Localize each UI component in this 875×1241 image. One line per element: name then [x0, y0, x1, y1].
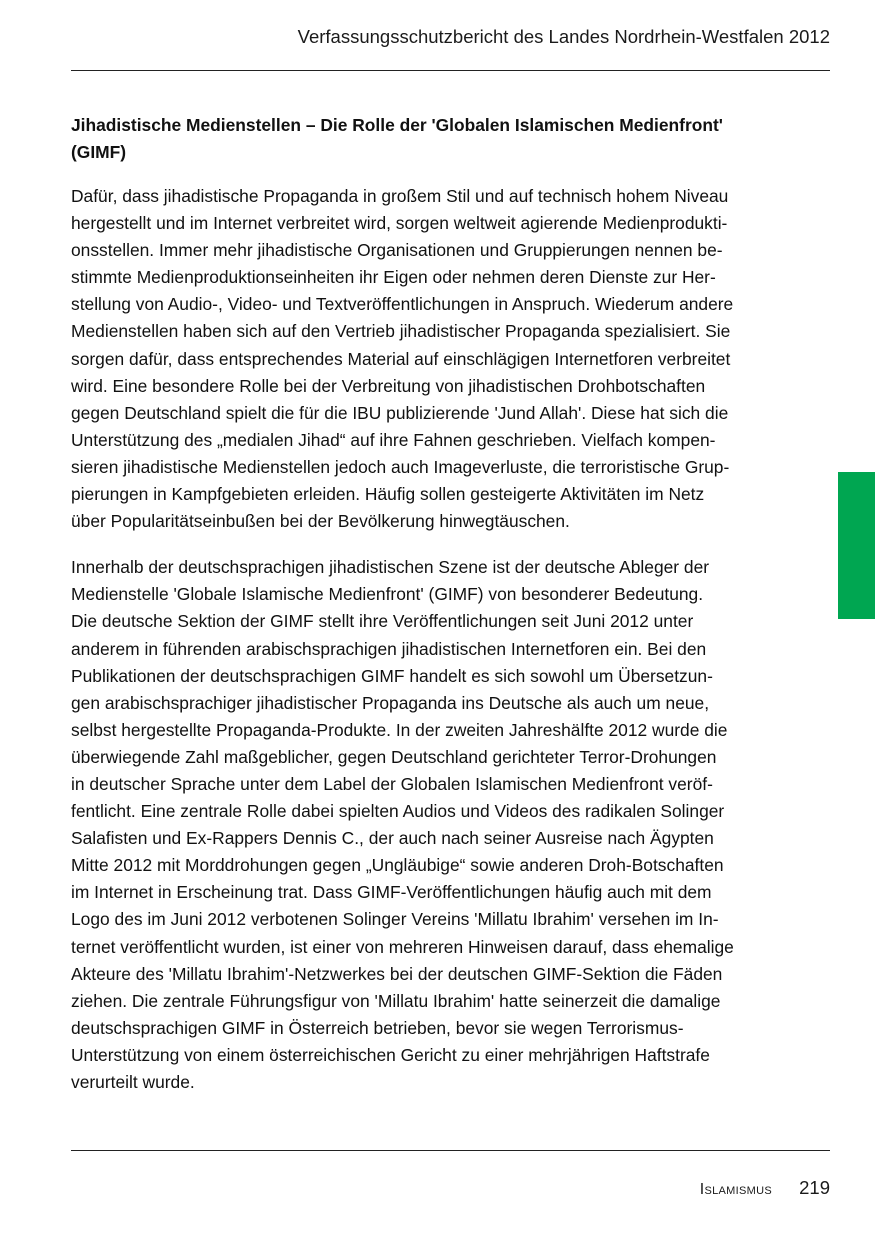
- paragraph-line: stimmte Medienproduktionseinheiten ihr Eigen oder nehmen deren Dienste zur Her-: [71, 267, 716, 288]
- paragraph-line: im Internet in Erscheinung trat. Dass GIMF-Veröffentlichungen häufig auch mit dem: [71, 882, 712, 903]
- section-heading-line: (GIMF): [71, 142, 127, 162]
- paragraph-line: Die deutsche Sektion der GIMF stellt ihre Veröffentlichungen seit Juni 2012 unter: [71, 611, 694, 632]
- paragraph-gimf-german-section: [71, 554, 791, 1096]
- section-heading: [71, 112, 791, 166]
- page-header: Verfassungsschutzbericht des Landes Nordrhein-Westfalen 2012: [297, 26, 830, 47]
- paragraph-line: Medienstellen haben sich auf den Vertrieb jihadistischer Propaganda spezialisiert. Sie: [71, 321, 731, 342]
- paragraph-line: stellung von Audio-, Video- und Textveröffentlichungen in Anspruch. Wiederum andere: [71, 294, 734, 315]
- paragraph-line: Logo des im Juni 2012 verbotenen Solinger Vereins 'Millatu Ibrahim' versehen im In-: [71, 909, 719, 930]
- paragraph-line: Salafisten und Ex-Rappers Dennis C., der auch nach seiner Ausreise nach Ägypten: [71, 828, 714, 849]
- paragraph-line: gegen Deutschland spielt die für die IBU publizierende 'Jund Allah'. Diese hat sich die: [71, 402, 729, 423]
- paragraph-line: über Popularitätseinbußen bei der Bevölkerung hinwegtäuschen.: [71, 511, 570, 532]
- paragraph-line: Mitte 2012 mit Morddrohungen gegen „Ungläubige“ sowie anderen Droh-Botschaften: [71, 855, 724, 876]
- paragraph-line: in deutscher Sprache unter dem Label der Globalen Islamischen Medienfront veröf-: [71, 773, 713, 794]
- section-heading-line: Jihadistische Medienstellen – Die Rolle der 'Globalen Islamischen Medienfront': [71, 115, 723, 135]
- paragraph-line: onsstellen. Immer mehr jihadistische Organisationen und Gruppierungen nennen be-: [71, 240, 723, 261]
- paragraph-line: hergestellt und im Internet verbreitet wird, sorgen weltweit agierende Medienprodukti-: [71, 213, 728, 234]
- paragraph-line: Medienstelle 'Globale Islamische Medienfront' (GIMF) von besonderer Bedeutung.: [71, 584, 704, 605]
- section-color-tab: [838, 472, 875, 619]
- paragraph-line: deutschsprachigen GIMF in Österreich betrieben, bevor sie wegen Terrorismus-: [71, 1017, 684, 1038]
- paragraph-line: sorgen dafür, dass entsprechendes Material auf einschlägigen Internetforen verbreitet: [71, 348, 731, 369]
- footer-divider: [71, 1150, 830, 1151]
- paragraph-line: fentlicht. Eine zentrale Rolle dabei spielten Audios und Videos des radikalen Solinger: [71, 801, 725, 822]
- paragraph-line: selbst hergestellte Propaganda-Produkte. In der zweiten Jahreshälfte 2012 wurde die: [71, 719, 728, 740]
- paragraph-line: pierungen in Kampfgebieten erleiden. Häufig sollen gesteigerte Aktivitäten im Netz: [71, 484, 705, 505]
- paragraph-media-production: [71, 183, 791, 535]
- paragraph-line: sieren jihadistische Medienstellen jedoch auch Imageverluste, die terroristische Grup-: [71, 456, 730, 477]
- paragraph-line: gen arabischsprachiger jihadistischer Propaganda ins Deutsche als auch um neue,: [71, 692, 710, 713]
- paragraph-line: überwiegende Zahl maßgeblicher, gegen Deutschland gerichteter Terror-Drohungen: [71, 746, 717, 767]
- paragraph-line: Unterstützung von einem österreichischen Gericht zu einer mehrjährigen Haftstrafe: [71, 1044, 710, 1065]
- paragraph-line: Publikationen der deutschsprachigen GIMF handelt es sich sowohl um Übersetzun-: [71, 665, 713, 686]
- main-content: [71, 112, 791, 1115]
- paragraph-line: verurteilt wurde.: [71, 1072, 195, 1092]
- paragraph-line: wird. Eine besondere Rolle bei der Verbreitung von jihadistischen Drohbotschaften: [71, 375, 706, 396]
- page-footer: [71, 1175, 830, 1203]
- paragraph-line: ziehen. Die zentrale Führungsfigur von 'Millatu Ibrahim' hatte seinerzeit die damalige: [71, 990, 721, 1011]
- paragraph-line: Akteure des 'Millatu Ibrahim'-Netzwerkes bei der deutschen GIMF-Sektion die Fäden: [71, 963, 723, 984]
- paragraph-line: Innerhalb der deutschsprachigen jihadistischen Szene ist der deutsche Ableger der: [71, 557, 710, 578]
- paragraph-line: ternet veröffentlicht wurden, ist einer von mehreren Hinweisen darauf, dass ehemalige: [71, 936, 734, 957]
- page-number: 219: [799, 1177, 830, 1198]
- paragraph-line: anderem in führenden arabischsprachigen jihadistischen Internetforen ein. Bei den: [71, 638, 707, 659]
- footer-section-name: Islamismus: [699, 1181, 772, 1198]
- paragraph-line: Unterstützung des „medialen Jihad“ auf ihre Fahnen geschrieben. Vielfach kompen-: [71, 429, 716, 450]
- paragraph-line: Dafür, dass jihadistische Propaganda in großem Stil und auf technisch hohem Niveau: [71, 186, 729, 206]
- header-divider: [71, 70, 830, 71]
